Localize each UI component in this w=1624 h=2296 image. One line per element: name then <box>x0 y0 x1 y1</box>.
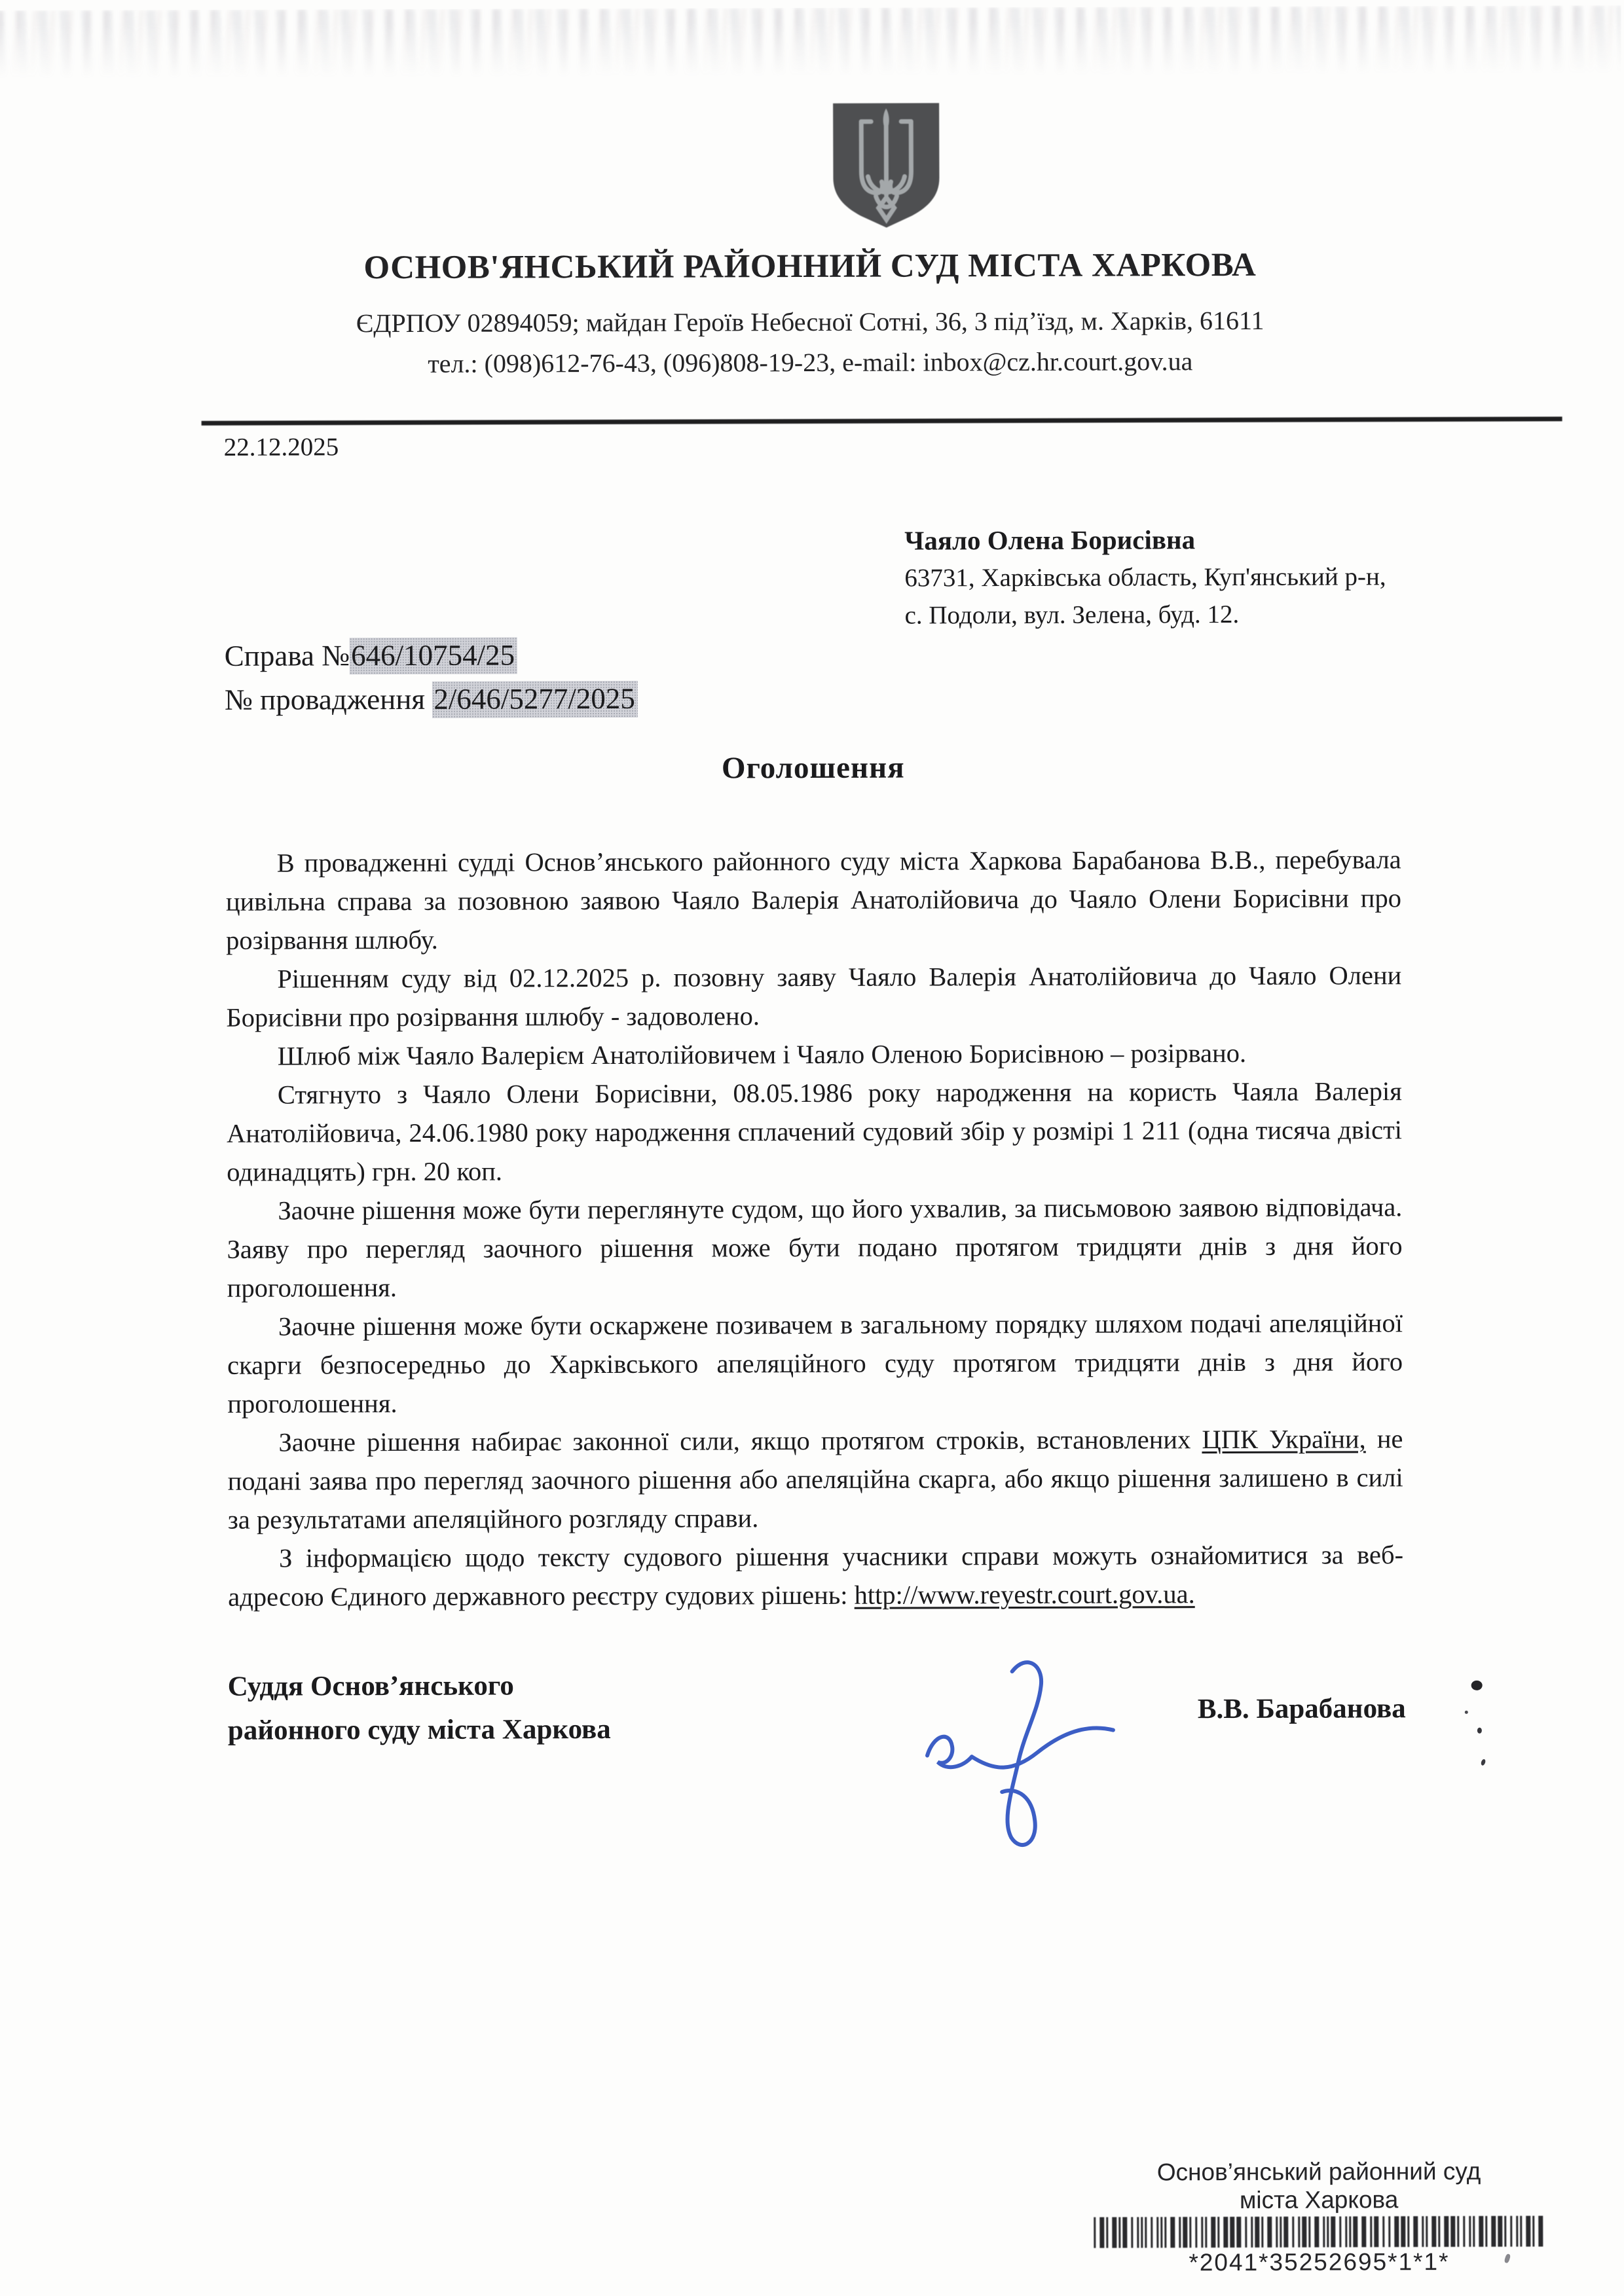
court-edrpou-address-line: ЄДРПОУ 02894059; майдан Героїв Небесної Сотні, 36, 3 під’їзд, м. Харків, 61611 <box>356 305 1264 338</box>
document-title: Оголошення <box>721 750 905 786</box>
case-number-label: Справа № <box>224 639 350 672</box>
ink-speck-artifact <box>1465 1711 1468 1714</box>
case-number-value: 646/10754/25 <box>350 637 517 674</box>
header-divider-rule <box>202 416 1562 426</box>
barcode-gap <box>1543 2215 1545 2246</box>
case-number-line <box>225 633 638 678</box>
case-numbers-block <box>225 633 638 722</box>
text-segment: Заочне рішення може бути переглянуте судом, що його ухвалив, за письмовою заявою відповідача. Заяву про перегляд заочного рішення може бути подано протягом тридцяти днів з дня його проголошення. <box>227 1192 1403 1303</box>
ink-speck-artifact <box>1477 1728 1482 1734</box>
text-segment: Заочне рішення набирає законної сили, якщо протягом строків, встановлених <box>278 1425 1202 1457</box>
text-segment: Шлюб між Чаяло Валерієм Анатолійовичем і Чаяло Оленою Борисівною – розірвано. <box>277 1038 1247 1071</box>
underlined-text-segment: ЦПК України, <box>1202 1424 1366 1455</box>
footer-court-line2: міста Харкова <box>1239 2186 1399 2214</box>
body-paragraph <box>227 1033 1402 1076</box>
body-paragraph <box>226 840 1402 960</box>
addressee-address-line1: 63731, Харківська область, Куп'янський р-н, <box>904 562 1386 592</box>
text-segment: Рішенням суду від 02.12.2025 р. позовну заяву Чаяло Валерія Анатолійовича до Чаяло Олени Борисівни про розірвання шлюбу - задоволено. <box>226 960 1402 1032</box>
judge-title-line1: Суддя Основ’янського <box>227 1670 514 1702</box>
body-paragraph <box>226 956 1401 1037</box>
judge-title-block <box>228 1664 611 1753</box>
scan-bleedthrough-noise <box>0 5 1621 82</box>
footer-court-line1: Основ’янський районний суд <box>1156 2157 1481 2186</box>
ukraine-trident-emblem-icon <box>826 98 946 230</box>
text-segment: Заочне рішення може бути оскаржене позивачем в загальному порядку шляхом подачі апеляційної скарги безпосередньо до Харківського апеляційного суду протягом тридцяти днів з дня його проголошення. <box>227 1308 1403 1419</box>
addressee-block <box>904 520 1386 634</box>
body-paragraph <box>227 1188 1403 1307</box>
barcode-footer-block <box>1057 2157 1581 2277</box>
text-segment: Стягнуто з Чаяло Олени Борисівни, 08.05.1986 року народження на користь Чаяла Валерія Анатолійовича, 24.06.1980 року народження сплачений судовий збір у розмірі 1 211 (одна тисяча двісті одинадцять) грн. 20 коп. <box>226 1076 1403 1187</box>
proceeding-number-label: № провадження <box>224 682 433 716</box>
underlined-text-segment: http://www.reyestr.court.gov.ua. <box>854 1579 1195 1610</box>
addressee-name: Чаяло Олена Борисівна <box>904 524 1196 556</box>
body-paragraphs <box>226 840 1404 1616</box>
barcode-value: *2041*35252695*1*1* <box>1189 2248 1450 2276</box>
body-paragraph <box>228 1535 1403 1616</box>
body-paragraph <box>227 1419 1403 1539</box>
ink-speck-artifact <box>1481 1758 1486 1766</box>
body-paragraph <box>227 1072 1403 1192</box>
court-contacts-line: тел.: (098)612-76-43, (096)808-19-23, e-mail: inbox@cz.hr.court.gov.ua <box>428 346 1193 378</box>
judge-title-line2: районного суду міста Харкова <box>227 1713 611 1746</box>
text-segment: В провадженні судді Основ’янського районного суду міста Харкова Барабанова В.В., перебувала цивільна справа за позовною заявою Чаяло Валерія Анатолійовича до Чаяло Олени Борисівни про розірвання шлюбу. <box>225 845 1401 955</box>
text-segment: не подані заява про перегляд заочного рішення або апеляційна скарга, або якщо рішення залишено в силі за результатами апеляційного розгляду справи. <box>227 1424 1403 1535</box>
barcode <box>1058 2215 1579 2248</box>
text-segment: З інформацією щодо тексту судового рішення учасники справи можуть ознайомитися за веб-адресою Єдиного державного реєстру судових рішень: <box>228 1540 1404 1612</box>
judge-name: В.В. Барабанова <box>1197 1693 1406 1725</box>
proceeding-number-value: 2/646/5277/2025 <box>432 681 638 718</box>
body-paragraph <box>227 1303 1403 1423</box>
judge-signature-ink <box>913 1649 1130 1872</box>
document-date: 22.12.2025 <box>223 433 339 462</box>
ink-blot-artifact <box>1471 1681 1483 1690</box>
proceeding-number-line <box>225 677 638 722</box>
court-name-heading: ОСНОВ'ЯНСЬКИЙ РАЙОННИЙ СУД МІСТА ХАРКОВА <box>363 246 1257 287</box>
addressee-address-line2: с. Подоли, вул. Зелена, буд. 12. <box>904 600 1240 630</box>
